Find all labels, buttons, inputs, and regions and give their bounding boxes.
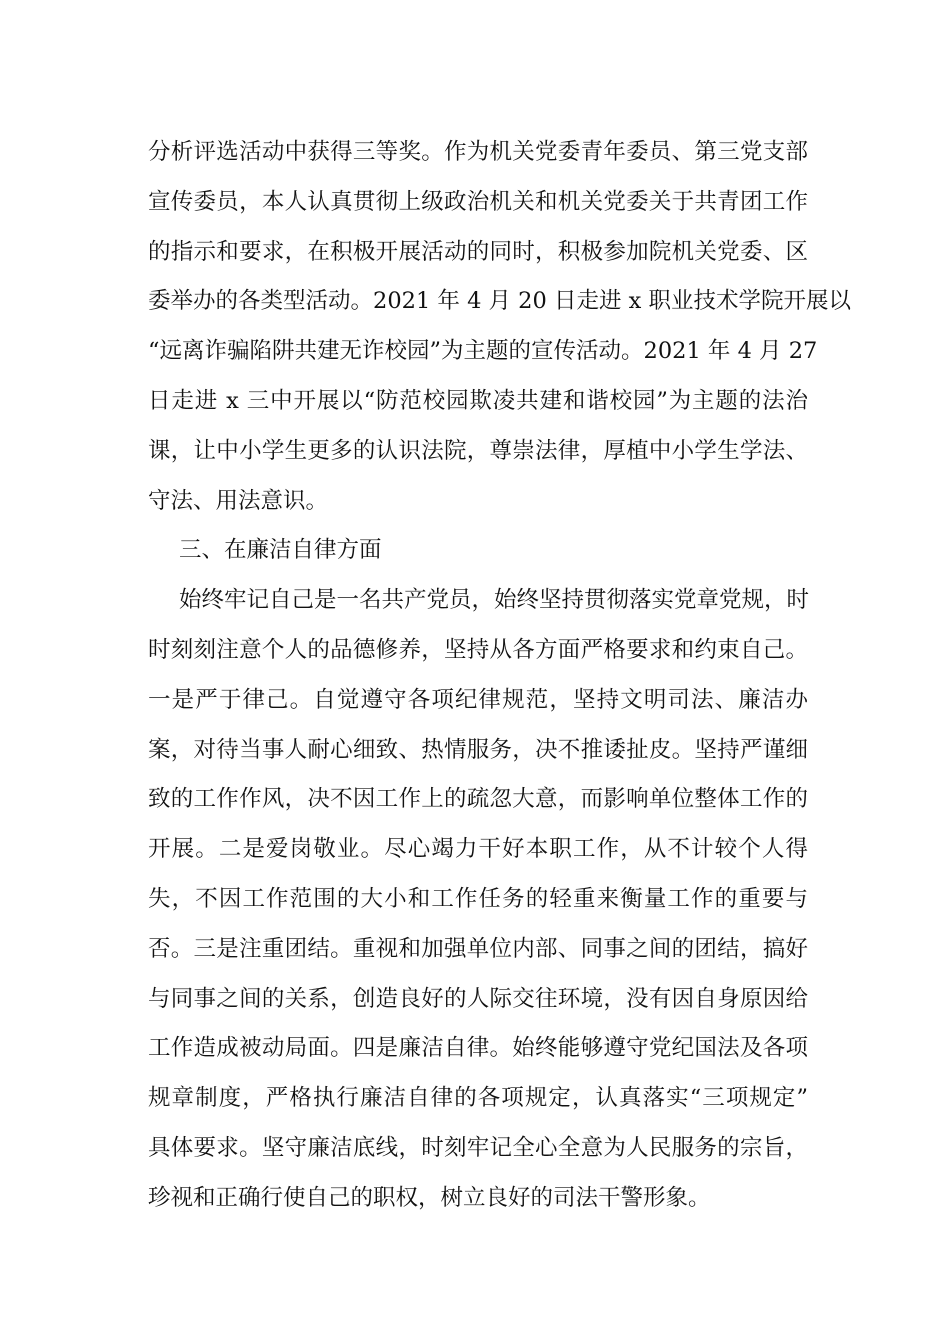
text-line: 珍视和正确行使自己的职权，树立良好的司法干警形象。: [148, 1184, 711, 1211]
text-line: 守法、用法意识。: [148, 487, 329, 514]
text-line: 课，让中小学生更多的认识法院，尊崇法律，厚植中小学生学法、: [148, 437, 808, 464]
text-line: “远离诈骗陷阱共建无诈校园”为主题的宣传活动。2021 年 4 月 27: [148, 338, 818, 365]
text-line: 一是严于律己。自觉遵守各项纪律规范，坚持文明司法、廉洁办: [148, 686, 808, 713]
text-line: 宣传委员，本人认真贯彻上级政治机关和机关党委关于共青团工作: [148, 188, 808, 215]
text-line: 与同事之间的关系，创造良好的人际交往环境，没有因自身原因给: [148, 985, 808, 1012]
text-line: 的指示和要求，在积极开展活动的同时，积极参加院机关党委、区: [148, 238, 808, 265]
text-line: 时刻刻注意个人的品德修养，坚持从各方面严格要求和约束自己。: [148, 636, 808, 663]
text-line: 具体要求。坚守廉洁底线，时刻牢记全心全意为人民服务的宗旨，: [148, 1134, 808, 1161]
text-line: 委举办的各类型活动。2021 年 4 月 20 日走进 x 职业技术学院开展以: [148, 288, 851, 315]
section-heading: 三、在廉洁自律方面: [179, 537, 382, 564]
text-line: 始终牢记自己是一名共产党员，始终坚持贯彻落实党章党规，时: [179, 587, 810, 614]
text-line: 否。三是注重团结。重视和加强单位内部、同事之间的团结，搞好: [148, 935, 808, 962]
text-line: 规章制度，严格执行廉洁自律的各项规定，认真落实“三项规定”: [148, 1085, 808, 1112]
text-line: 分析评选活动中获得三等奖。作为机关党委青年委员、第三党支部: [148, 139, 808, 165]
text-line: 开展。二是爱岗敬业。尽心竭力干好本职工作，从不计较个人得: [148, 836, 808, 863]
text-line: 工作造成被动局面。四是廉洁自律。始终能够遵守党纪国法及各项: [148, 1035, 808, 1062]
document-body: [148, 128, 851, 1224]
text-line: 日走进 x 三中开展以“防范校园欺凌共建和谐校园”为主题的法治: [148, 387, 808, 414]
text-line: 失，不因工作范围的大小和工作任务的轻重来衡量工作的重要与: [148, 885, 808, 912]
text-line: 案，对待当事人耐心细致、热情服务，决不推诿扯皮。坚持严谨细: [148, 736, 808, 763]
text-line: 致的工作作风，决不因工作上的疏忽大意，而影响单位整体工作的: [148, 786, 808, 813]
